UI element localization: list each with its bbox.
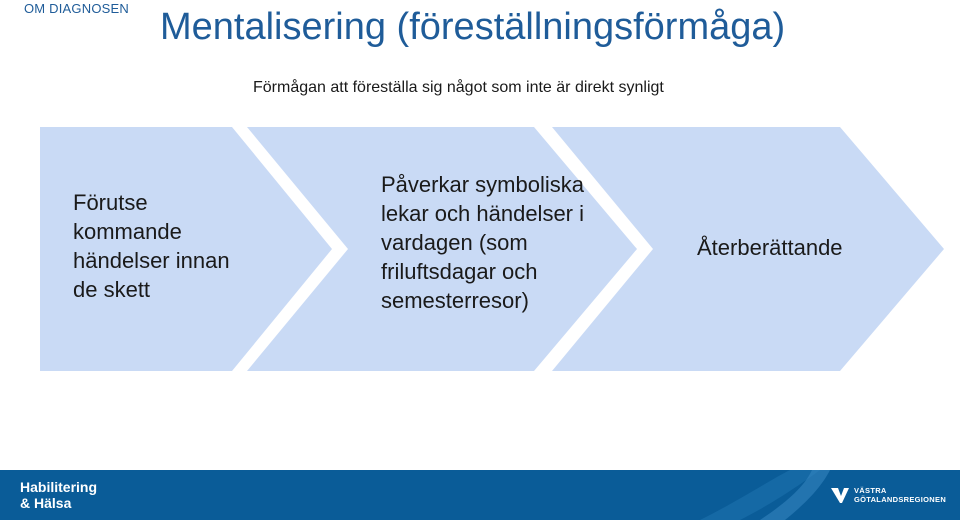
page-title: Mentalisering (föreställningsförmåga) (160, 6, 786, 48)
process-step-1-text: Förutse kommande händelser innan de skett (73, 190, 230, 302)
logo-left-line2: & Hälsa (20, 495, 72, 511)
vgr-mark-icon (830, 486, 850, 504)
habilitering-halsa-logo (20, 479, 97, 511)
footer-decoration (0, 470, 960, 520)
page-subtitle: Förmågan att föreställa sig något som inte är direkt synligt (253, 79, 664, 96)
process-step-3-text: Återberättande (697, 235, 843, 260)
section-label: OM DIAGNOSEN (24, 1, 129, 16)
logo-right-line2: GÖTALANDSREGIONEN (854, 495, 947, 504)
process-step-2-text: Påverkar symboliska lekar och händelser i vardagen (som friluftsdagar och semesterresor) (381, 172, 585, 313)
logo-right-line1: VÄSTRA (854, 486, 887, 495)
logo-left-line1: Habilitering (20, 479, 98, 495)
